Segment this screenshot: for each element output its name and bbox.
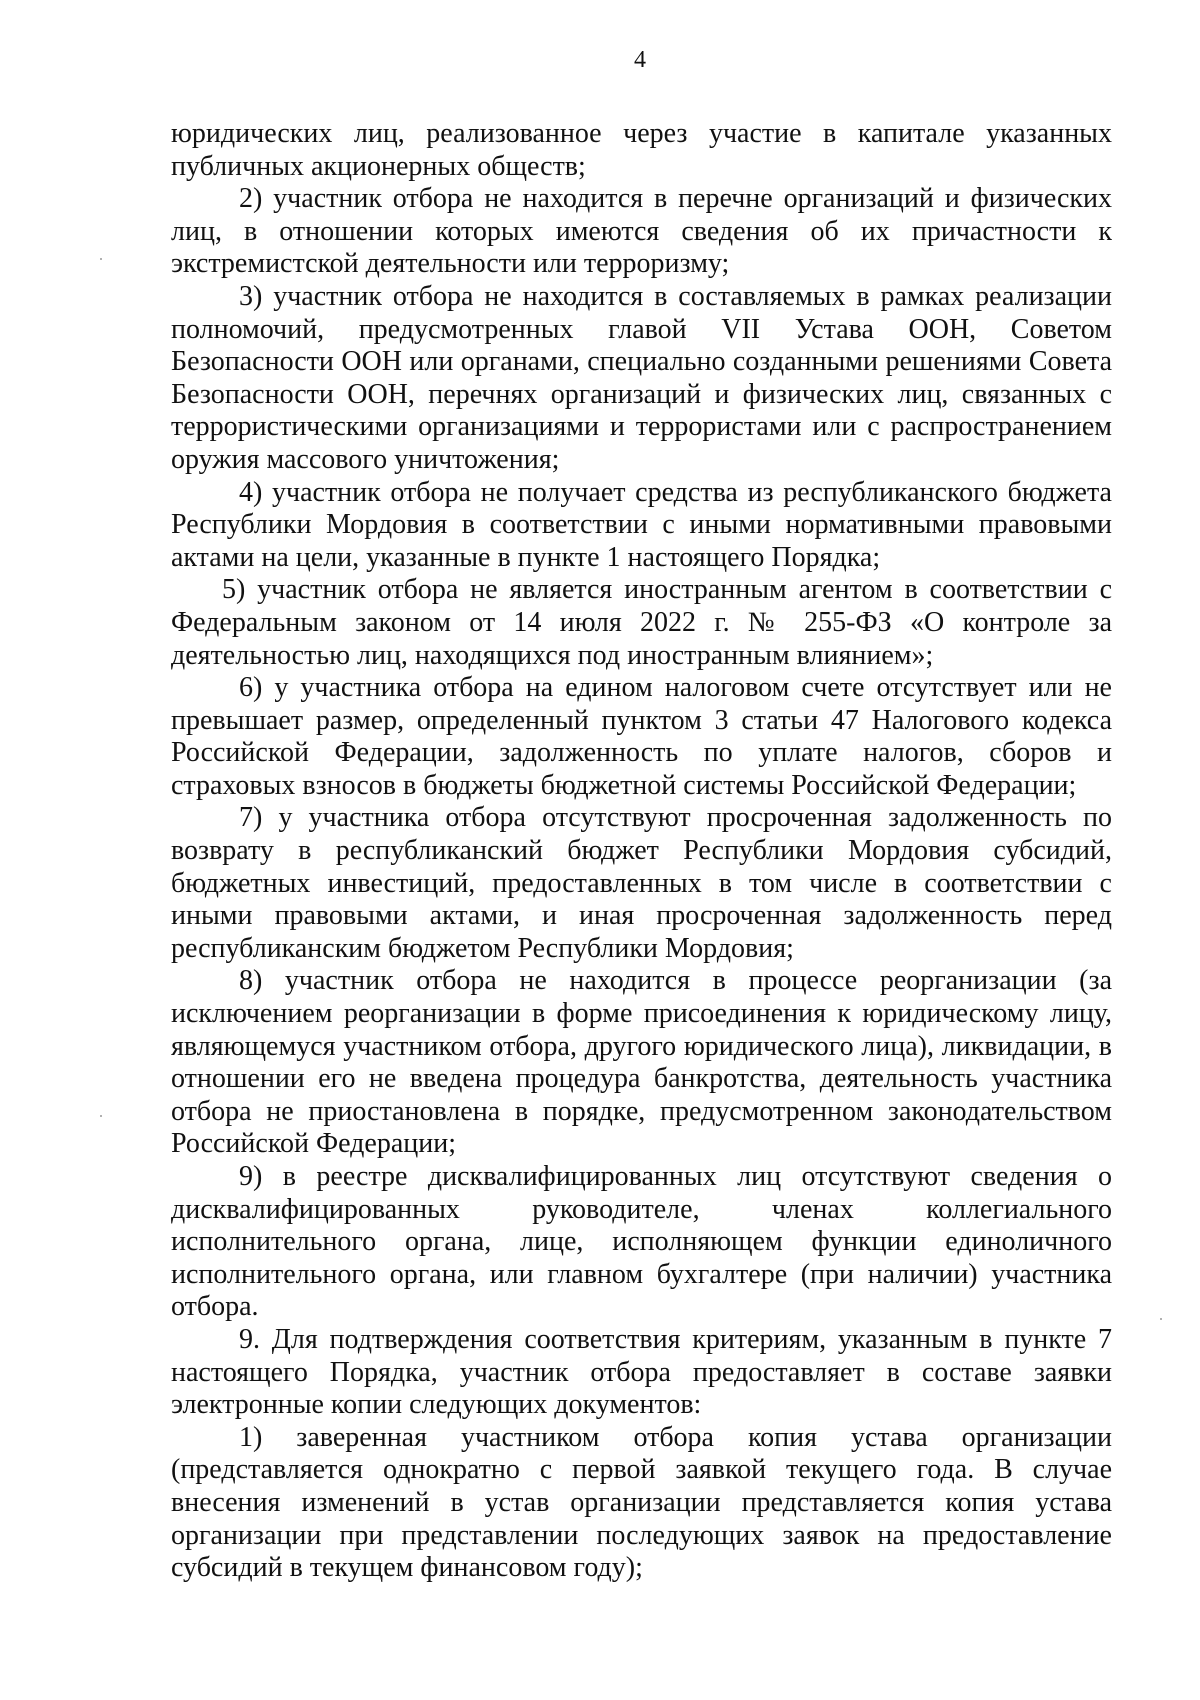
paragraph-item-7: 7) у участника отбора отсутствуют просроченная задолженность по возврату в республиканский бюджет Республики Мордовия субсидий, бюджетных инвестиций, предоставленных в том числе в соответствии с иными правовыми актами, и иная просроченная задолженность перед республиканским бюджетом Республики Мордовия; (171, 802, 1112, 964)
paragraph-section-9: 9. Для подтверждения соответствия критериям, указанным в пункте 7 настоящего Порядка, участник отбора предоставляет в составе заявки электронные копии следующих документов: (171, 1323, 1112, 1421)
paragraph-item-4: 4) участник отбора не получает средства из республиканского бюджета Республики Мордовия в соответствии с иными нормативными правовыми актами на цели, указанные в пункте 1 настоящего Порядка; (171, 476, 1112, 573)
paragraph-item-8: 8) участник отбора не находится в процессе реорганизации (за исключением реорганизации в форме присоединения к юридическому лицу, являющемуся участником отбора, другого юридического лица), ликвидации, в отношении его не введена процедура банкротства, деятельность участника отбора не приостановлена в порядке, предусмотренном законодательством Российской Федерации; (171, 965, 1112, 1160)
paragraph-subitem-1: 1) заверенная участником отбора копия устава организации (представляется однократно с первой заявкой текущего года. В случае внесения изменений в устав организации представляется копия устава организации при представлении последующих заявок на предоставление субсидий в текущем финансовом году); (171, 1421, 1112, 1584)
scan-speck (100, 1115, 102, 1117)
document-body (171, 118, 1112, 1585)
paragraph-item-6: 6) у участника отбора на едином налоговом счете отсутствует или не превышает размер, определенный пунктом 3 статьи 47 Налогового кодекса Российской Федерации, задолженность по уплате налогов, сборов и страховых взносов в бюджеты бюджетной системы Российской Федерации; (171, 672, 1112, 801)
scan-speck (100, 258, 102, 260)
paragraph-item-5: 5) участник отбора не является иностранным агентом в соответствии с Федеральным законом от 14 июля 2022 г. № 255-ФЗ «О контроле за деятельностью лиц, находящихся под иностранным влиянием»; (171, 574, 1112, 671)
page-number: 4 (634, 47, 646, 73)
paragraph-item-9: 9) в реестре дисквалифицированных лиц отсутствуют сведения о дисквалифицированных руководителе, членах коллегиального исполнительного органа, лице, исполняющем функции единоличного исполнительного органа, или главном бухгалтере (при наличии) участника отбора. (171, 1161, 1112, 1323)
paragraph-continuation: юридических лиц, реализованное через участие в капитале указанных публичных акционерных обществ; (171, 118, 1112, 182)
scan-speck (1160, 1318, 1162, 1320)
paragraph-item-2: 2) участник отбора не находится в перечне организаций и физических лиц, в отношении которых имеются сведения об их причастности к экстремистской деятельности или терроризму; (171, 183, 1112, 280)
paragraph-item-3: 3) участник отбора не находится в составляемых в рамках реализации полномочий, предусмотренных главой VII Устава ООН, Советом Безопасности ООН или органами, специально созданными решениями Совета Безопасности ООН, перечнях организаций и физических лиц, связанных с террористическими организациями и террористами или с распространением оружия массового уничтожения; (171, 280, 1112, 475)
